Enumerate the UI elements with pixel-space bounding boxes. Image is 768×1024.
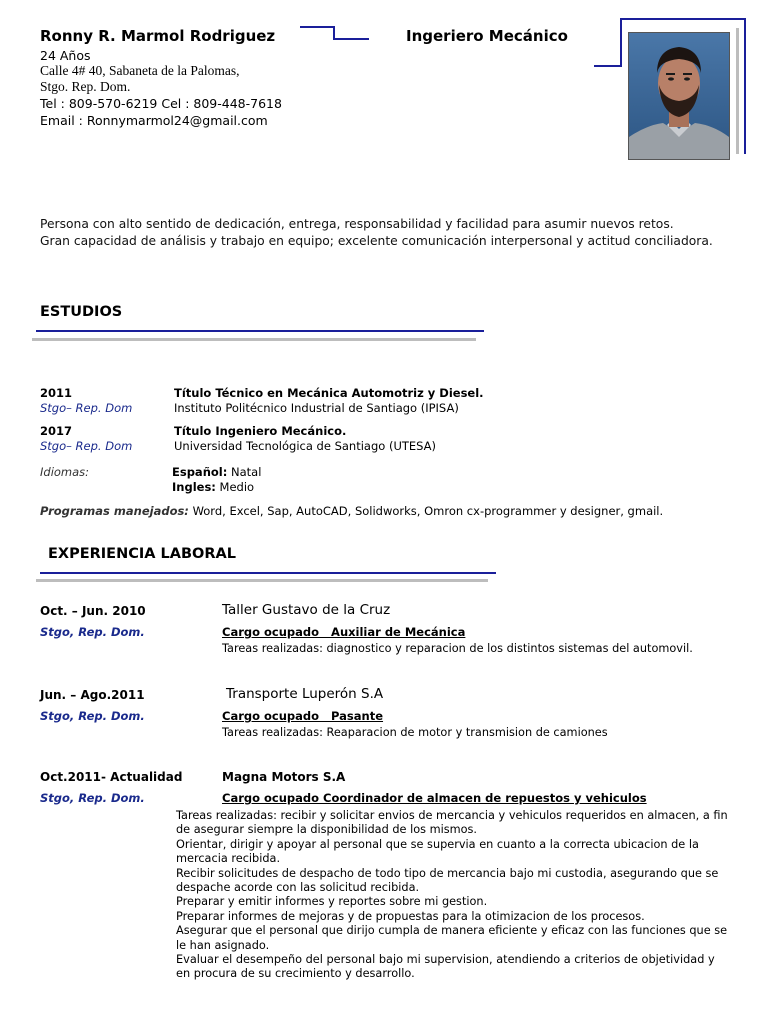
duty-item: Orientar, dirigir y apoyar al personal que se supervia en cuanto a la correcta ubicacion de la mercacia recibida. (176, 837, 699, 866)
job-duties (176, 809, 728, 982)
duty-item: Asegurar que el personal que dirijo cumpla de manera eficiente y eficaz con las funciones que se le han asignado. (176, 924, 728, 952)
studies-rule-shadow (32, 338, 476, 341)
job-company: Transporte Luperón S.A (226, 686, 384, 702)
profile-photo (628, 32, 730, 160)
job-place: Stgo, Rep. Dom. (40, 709, 145, 723)
language-level: Natal (230, 465, 262, 479)
experience-title: EXPERIENCIA LABORAL (48, 546, 236, 562)
experience-rule-shadow (36, 579, 488, 582)
job-place: Stgo, Rep. Dom. (40, 625, 145, 639)
email: Email : Ronnymarmol24@gmail.com (40, 113, 268, 128)
job-tasks: Tareas realizadas: diagnostico y reparacion de los distintos sistemas del automovil. (222, 642, 693, 655)
phones: Tel : 809-570-6219 Cel : 809-448-7618 (40, 96, 282, 111)
job-place: Stgo, Rep. Dom. (40, 791, 145, 805)
study-degree: Título Ingeniero Mecánico. (174, 424, 347, 438)
job-tasks: Tareas realizadas: Reaparacion de motor y transmision de camiones (222, 726, 608, 739)
study-degree: Título Técnico en Mecánica Automotriz y Diesel. (174, 386, 484, 400)
address-line-2: Stgo. Rep. Dom. (40, 79, 131, 94)
language-name: Español: (172, 465, 228, 479)
duty-item: Recibir solicitudes de despacho de todo tipo de mercancia bajo mi custodia, asegurando que se despache acorde con las solicitud recibida. (176, 866, 719, 895)
language-item (172, 480, 254, 494)
programs-list: Word, Excel, Sap, AutoCAD, Solidworks, Omron cx-programmer y designer, gmail. (192, 504, 664, 518)
job-role: Cargo ocupado Coordinador de almacen de repuestos y vehiculos (222, 791, 647, 805)
studies-rule (36, 330, 484, 332)
job-date: Jun. – Ago.2011 (40, 688, 145, 702)
summary-line-2: Gran capacidad de análisis y trabajo en equipo; excelente comunicación interpersonal y actitud conciliadora. (40, 234, 713, 248)
job-date: Oct. – Jun. 2010 (40, 604, 146, 618)
programs-label: Programas manejados: (40, 504, 189, 518)
job-company: Taller Gustavo de la Cruz (222, 602, 391, 618)
language-level: Medio (219, 480, 255, 494)
candidate-name: Ronny R. Marmol Rodriguez (40, 27, 276, 45)
job-role: Cargo ocupado Auxiliar de Mecánica (222, 625, 466, 639)
duty-item: Preparar y emitir informes y reportes sobre mi gestion. (176, 895, 488, 909)
age: 24 Años (40, 48, 91, 63)
language-name: Ingles: (172, 480, 216, 494)
duty-item: Evaluar el desempeño del personal bajo mi supervision, atendiendo a criterios de objetividad y en procura de su crecimiento y desarrollo. (176, 953, 715, 981)
job-role: Cargo ocupado Pasante (222, 709, 384, 723)
duty-item: Tareas realizadas: recibir y solicitar envios de mercancia y vehiculos requeridos en almacen, a fin de asegurar siempre la disponibilidad de los mismos. (176, 809, 728, 837)
study-place: Stgo– Rep. Dom (40, 401, 133, 415)
study-year: 2017 (40, 424, 73, 438)
address-line-1: Calle 4# 40, Sabaneta de la Palomas, (40, 63, 240, 78)
study-place: Stgo– Rep. Dom (40, 439, 133, 453)
language-item (172, 465, 261, 479)
job-title: Ingeriero Mecánico (406, 27, 568, 45)
languages-label: Idiomas: (40, 465, 90, 479)
studies-title: ESTUDIOS (40, 304, 123, 320)
duty-item: Preparar informes de mejoras y de propuestas para la otimizacion de los procesos. (176, 909, 645, 923)
study-year: 2011 (40, 386, 73, 400)
programs (40, 504, 663, 518)
experience-rule (40, 572, 496, 574)
study-school: Universidad Tecnológica de Santiago (UTESA) (174, 439, 437, 453)
job-company: Magna Motors S.A (222, 770, 346, 784)
job-date: Oct.2011- Actualidad (40, 770, 183, 784)
study-school: Instituto Politécnico Industrial de Santiago (IPISA) (174, 401, 459, 415)
summary-line-1: Persona con alto sentido de dedicación, entrega, responsabilidad y facilidad para asumir nuevos retos. (40, 217, 674, 231)
